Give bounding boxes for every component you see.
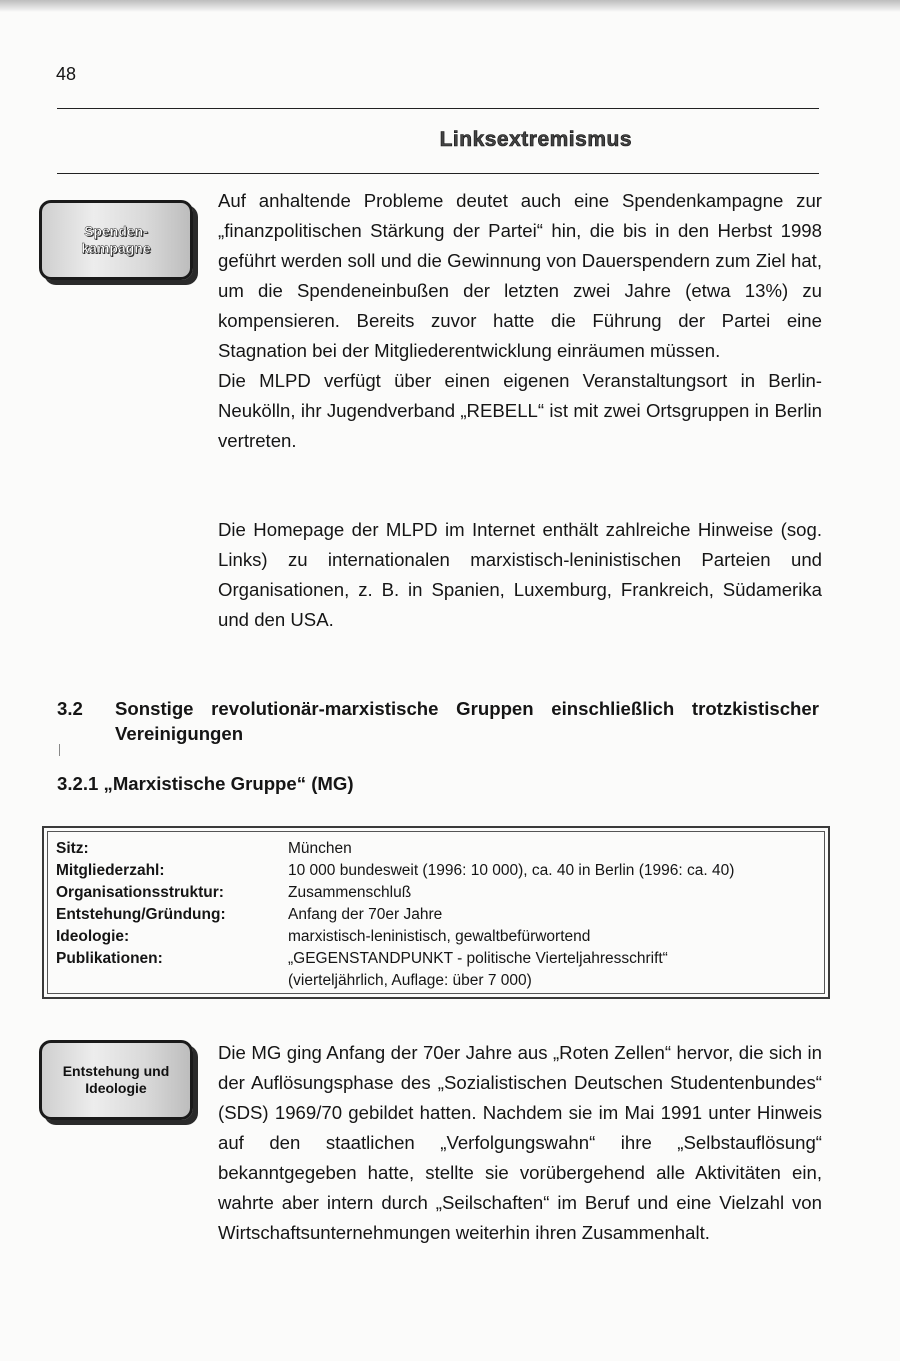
fact-value: (vierteljährlich, Auflage: über 7 000) (288, 972, 532, 989)
margin-note-line: Entstehung und (62, 1063, 170, 1079)
page-number: 48 (56, 64, 77, 84)
fact-label: Sitz: (56, 840, 89, 857)
fact-label: Publikationen: (56, 950, 163, 967)
paragraph: Die MG ging Anfang der 70er Jahre aus „Roten Zellen“ hervor, die sich in der Auflösungsphase des „Sozialistischen Deutschen Studentenbundes“ (SDS) 1969/70 gebildet hatten. Nachdem sie im Mai 1991 unter Hinweis auf den staatlichen „Verfolgungswahn“ ihre „Selbstauflösung“ bekanntgegeben hatte, stellte sie vorübergehend alle Aktivitäten ein, wahrte aber intern durch „Seilschaften“ im Beruf und eine Vielzahl von Wirtschaftsunternehmungen weiterhin ihren Zusammenhalt. (218, 1042, 822, 1243)
margin-note-line: Ideologie (85, 1080, 147, 1096)
section-title: Sonstige revolutionär-marxistische Gruppen einschließlich trotzkistischer Vereinigungen (115, 698, 819, 744)
paragraph: Auf anhaltende Probleme deutet auch eine Spendenkampagne zur „finanzpolitischen Stärkung der Partei“ hin, die bis in den Herbst 1998 geführt werden soll und die Gewinnung von Dauerspendern zum Ziel hat, um die Spendeneinbußen der letzten zwei Jahre (etwa 13%) zu kompensieren. Bereits zuvor hatte die Führung der Partei eine Stagnation bei der Mitgliederentwicklung einräumen müssen. (218, 190, 822, 361)
paragraph: Die Homepage der MLPD im Internet enthält zahlreiche Hinweise (sog. Links) zu internationalen marxistisch-leninistischen Parteien und Organisationen, z. B. in Spanien, Luxemburg, Frankreich, Südamerika und den USA. (218, 519, 822, 630)
margin-note-spendenkampagne (39, 200, 193, 280)
fact-value: Anfang der 70er Jahre (288, 906, 443, 923)
fact-label: Ideologie: (56, 928, 130, 945)
fact-label: Entstehung/Gründung: (56, 906, 226, 923)
body-paragraphs-2 (218, 515, 822, 635)
section-heading-3-2 (57, 696, 819, 746)
margin-note-label (81, 223, 150, 257)
fact-label: Mitgliederzahl: (56, 862, 165, 879)
fact-value: marxistisch-leninistisch, gewaltbefürwortend (288, 928, 591, 945)
body-paragraphs-1 (218, 186, 822, 456)
header-rule-top (57, 108, 819, 109)
section-number: 3.2 (57, 698, 83, 719)
fact-value: München (288, 840, 352, 857)
margin-note-line: Spenden- (84, 223, 148, 239)
section-heading-3-2-1: 3.2.1 „Marxistische Gruppe“ (MG) (57, 773, 354, 794)
body-paragraphs-3 (218, 1038, 822, 1248)
margin-note-label (63, 1063, 170, 1097)
organization-fact-box (42, 826, 830, 999)
running-header: Linksextremismus (439, 128, 632, 151)
fact-value: Zusammenschluß (288, 884, 412, 901)
margin-note-line: kampagne (81, 240, 151, 256)
fact-value: 10 000 bundesweit (1996: 10 000), ca. 40 in Berlin (1996: ca. 40) (288, 862, 735, 879)
scan-mark (59, 744, 60, 756)
margin-note-entstehung-ideologie (39, 1040, 193, 1120)
header-rule-bottom (57, 173, 819, 174)
fact-label: Organisationsstruktur: (56, 884, 224, 901)
fact-value: „GEGENSTANDPUNKT - politische Vierteljahresschrift“ (288, 950, 668, 967)
scan-edge (0, 0, 900, 12)
paragraph: Die MLPD verfügt über einen eigenen Veranstaltungsort in Berlin-Neukölln, ihr Jugendverband „REBELL“ ist mit zwei Ortsgruppen in Berlin vertreten. (218, 370, 822, 451)
